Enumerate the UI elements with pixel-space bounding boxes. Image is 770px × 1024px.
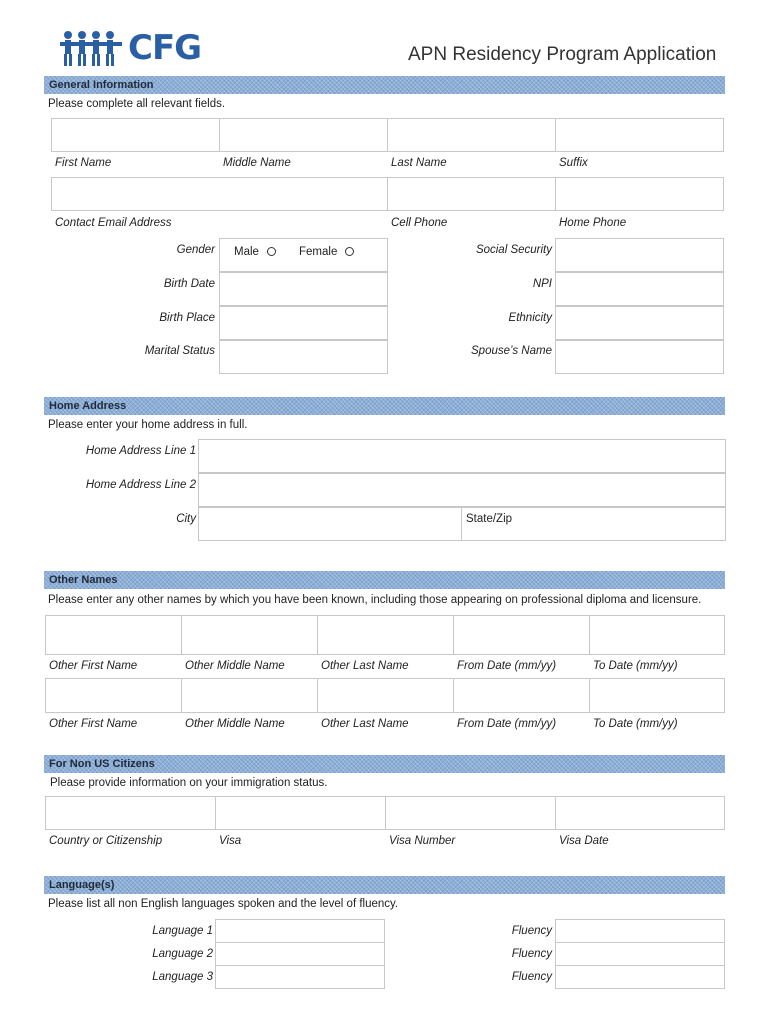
gender-female-option[interactable]: [299, 246, 354, 258]
social-security-input[interactable]: [555, 238, 724, 272]
section-header-general: General Information: [44, 76, 725, 94]
fluency-1-input[interactable]: [555, 919, 725, 943]
last-name-input[interactable]: [387, 118, 556, 152]
ethnicity-input[interactable]: [555, 306, 724, 340]
ethnicity-label: Ethnicity: [508, 312, 552, 324]
page-title: APN Residency Program Application: [408, 44, 717, 65]
language-2-input[interactable]: [215, 942, 385, 966]
other-first-name-2-label: Other First Name: [49, 718, 138, 730]
language-3-label: Language 3: [152, 971, 213, 983]
from-date-2-input[interactable]: [453, 678, 590, 713]
visa-number-label: Visa Number: [389, 835, 456, 847]
other-last-name-2-label: Other Last Name: [321, 718, 409, 730]
fluency-3-label: Fluency: [511, 971, 552, 983]
city-label: City: [176, 513, 196, 525]
other-last-name-2-input[interactable]: [317, 678, 454, 713]
visa-number-input[interactable]: [385, 796, 556, 830]
male-label: Male: [234, 246, 259, 258]
spouse-name-label: Spouse’s Name: [471, 345, 552, 357]
home-phone-input[interactable]: [555, 177, 724, 211]
section-header-languages: Language(s): [44, 876, 725, 894]
fluency-1-label: Fluency: [511, 925, 552, 937]
other-first-name-1-label: Other First Name: [49, 660, 138, 672]
gender-male-option[interactable]: [234, 246, 276, 258]
social-security-label: Social Security: [475, 244, 552, 256]
home-line1-input[interactable]: [198, 439, 726, 473]
other-names-instruction: Please enter any other names by which you have been known, including those appearing on professional diploma and licensure.: [48, 594, 702, 606]
first-name-label: First Name: [55, 157, 112, 169]
language-2-label: Language 2: [152, 948, 213, 960]
cell-phone-label: Cell Phone: [391, 217, 448, 229]
other-last-name-1-label: Other Last Name: [321, 660, 409, 672]
country-label: Country or Citizenship: [49, 835, 163, 847]
other-middle-name-1-label: Other Middle Name: [185, 660, 285, 672]
spouse-name-input[interactable]: [555, 340, 724, 374]
to-date-1-input[interactable]: [589, 615, 725, 655]
general-instruction: Please complete all relevant fields.: [48, 98, 226, 110]
birth-place-label: Birth Place: [159, 312, 215, 324]
email-label: Contact Email Address: [55, 217, 172, 229]
other-middle-name-2-label: Other Middle Name: [185, 718, 285, 730]
cfg-logo: [60, 28, 202, 70]
female-label: Female: [299, 246, 338, 258]
birth-date-label: Birth Date: [163, 278, 215, 290]
home-instruction: Please enter your home address in full.: [48, 419, 248, 431]
npi-label: NPI: [532, 278, 552, 290]
home-line2-label: Home Address Line 2: [85, 479, 196, 491]
section-header-non-us: For Non US Citizens: [44, 755, 725, 773]
from-date-1-label: From Date (mm/yy): [457, 660, 557, 672]
home-phone-label: Home Phone: [559, 217, 627, 229]
male-radio[interactable]: [267, 247, 276, 256]
fluency-3-input[interactable]: [555, 965, 725, 989]
from-date-1-input[interactable]: [453, 615, 590, 655]
other-first-name-2-input[interactable]: [45, 678, 182, 713]
city-input[interactable]: [198, 507, 462, 541]
gender-label: Gender: [176, 244, 215, 256]
other-middle-name-1-input[interactable]: [181, 615, 318, 655]
suffix-input[interactable]: [555, 118, 724, 152]
country-input[interactable]: [45, 796, 216, 830]
birth-place-input[interactable]: [219, 306, 388, 340]
languages-instruction: Please list all non English languages spoken and the level of fluency.: [48, 898, 399, 910]
middle-name-input[interactable]: [219, 118, 388, 152]
other-first-name-1-input[interactable]: [45, 615, 182, 655]
logo-text: CFG: [128, 28, 202, 68]
female-radio[interactable]: [345, 247, 354, 256]
home-line1-label: Home Address Line 1: [85, 445, 196, 457]
last-name-label: Last Name: [391, 157, 447, 169]
non-us-instruction: Please provide information on your immigration status.: [50, 777, 328, 789]
to-date-2-label: To Date (mm/yy): [593, 718, 678, 730]
suffix-label: Suffix: [559, 157, 588, 169]
section-header-home-address: Home Address: [44, 397, 725, 415]
visa-date-input[interactable]: [555, 796, 725, 830]
visa-date-label: Visa Date: [559, 835, 609, 847]
home-line2-input[interactable]: [198, 473, 726, 507]
cell-phone-input[interactable]: [387, 177, 556, 211]
marital-status-input[interactable]: [219, 340, 388, 374]
language-3-input[interactable]: [215, 965, 385, 989]
email-input[interactable]: [51, 177, 388, 211]
middle-name-label: Middle Name: [223, 157, 291, 169]
from-date-2-label: From Date (mm/yy): [457, 718, 557, 730]
other-middle-name-2-input[interactable]: [181, 678, 318, 713]
people-logo-icon: [60, 28, 126, 70]
first-name-input[interactable]: [51, 118, 220, 152]
fluency-2-label: Fluency: [511, 948, 552, 960]
section-header-other-names: Other Names: [44, 571, 725, 589]
state-zip-label: State/Zip: [466, 513, 513, 525]
to-date-1-label: To Date (mm/yy): [593, 660, 678, 672]
visa-label: Visa: [219, 835, 242, 847]
language-1-label: Language 1: [152, 925, 213, 937]
fluency-2-input[interactable]: [555, 942, 725, 966]
birth-date-input[interactable]: [219, 272, 388, 306]
npi-input[interactable]: [555, 272, 724, 306]
language-1-input[interactable]: [215, 919, 385, 943]
other-last-name-1-input[interactable]: [317, 615, 454, 655]
to-date-2-input[interactable]: [589, 678, 725, 713]
marital-status-label: Marital Status: [144, 345, 215, 357]
visa-input[interactable]: [215, 796, 386, 830]
